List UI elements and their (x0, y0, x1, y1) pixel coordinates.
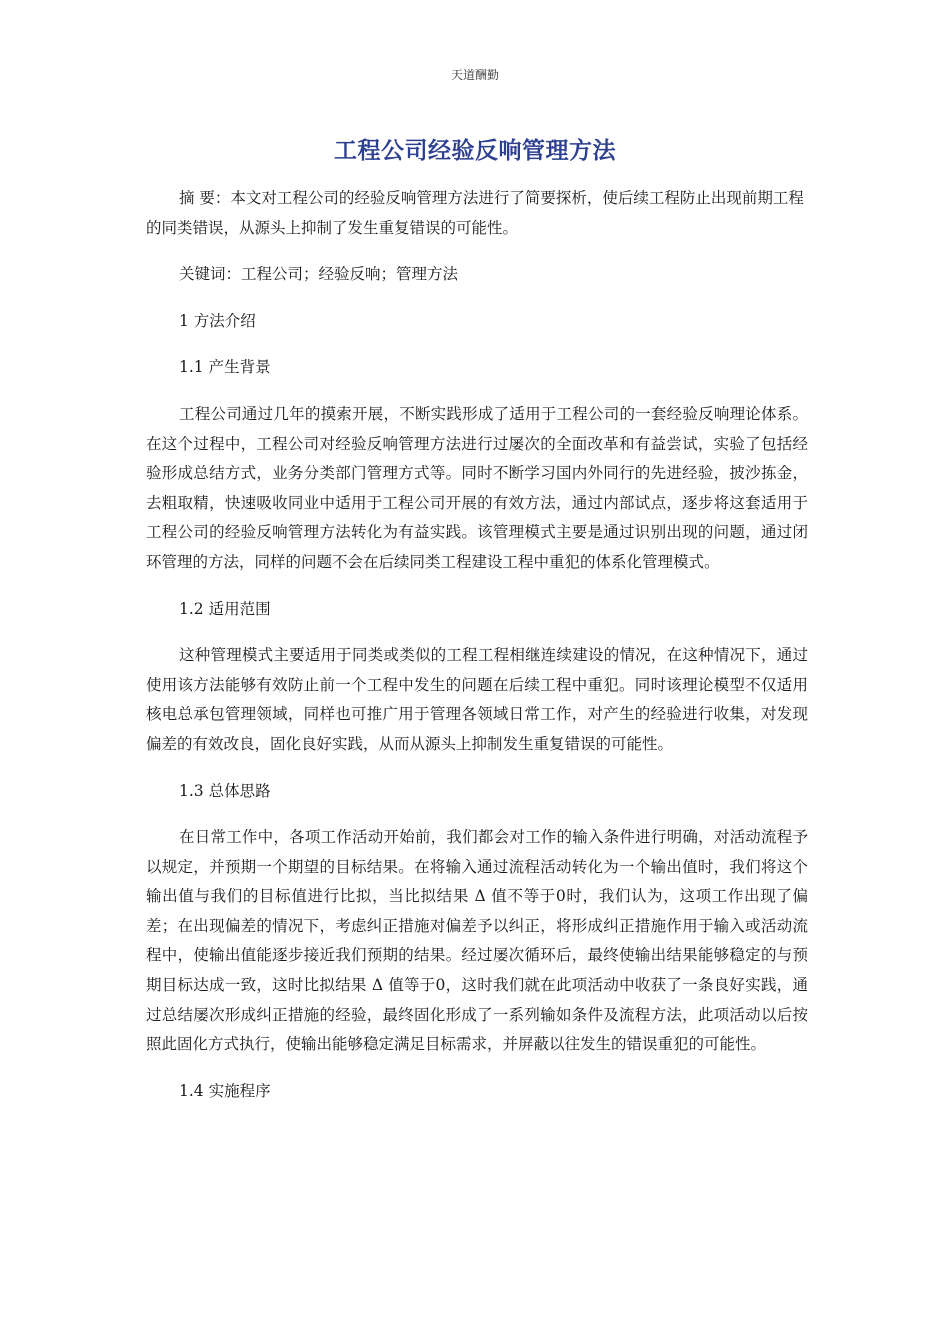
subsection-heading: 1.1 产生背景 (179, 358, 271, 377)
running-header: 天道酬勤 (450, 68, 499, 82)
document-title: 工程公司经验反响管理方法 (334, 138, 616, 164)
body-paragraph: 在日常工作中，各项工作活动开始前，我们都会对工作的输入条件进行明确，对活动流程予以规定，并预期一个期望的目标结果。在将输入通过流程活动转化为一个输出值时，我们将这个输出值与我们的目标值进行比拟，当比拟结果 Δ 值不等于0时，我们认为，这项工作出现了偏差；在出现偏差的情况下，考虑纠正措施对偏差予以纠正，将形成纠正措施作用于输入或活动流程中，使输出值能逐步接近我们预期的结果。经过屡次循环后，最终使输出结果能够稳定的与预期目标达成一致，这时比拟结果 Δ 值等于0，这时我们就在此项活动中收获了一条良好实践，通过总结屡次形成纠正措施的经验，最终固化形成了一系列输如条件及流程方法，此项活动以后按照此固化方式执行，使输出能够稳定满足目标需求，并屏蔽以往发生的错误重犯的可能性。 (146, 828, 808, 1054)
section-heading: 1 方法介绍 (179, 311, 256, 330)
keywords-line: 关键词：工程公司；经验反响；管理方法 (179, 265, 459, 284)
document-body (146, 184, 808, 1123)
body-paragraph: 工程公司通过几年的摸索开展，不断实践形成了适用于工程公司的一套经验反响理论体系。在这个过程中，工程公司对经验反响管理方法进行过屡次的全面改革和有益尝试，实验了包括经验形成总结方式，业务分类部门管理方式等。同时不断学习国内外同行的先进经验，披沙拣金，去粗取精，快速吸收同业中适用于工程公司开展的有效方法，通过内部试点，逐步将这套适用于工程公司的经验反响管理方法转化为有益实践。该管理模式主要是通过识别出现的问题，通过闭环管理的方法，同样的问题不会在后续同类工程建设工程中重犯的体系化管理模式。 (146, 404, 808, 571)
abstract-paragraph: 摘 要：本文对工程公司的经验反响管理方法进行了简要探析，使后续工程防止出现前期工程的同类错误，从源头上抑制了发生重复错误的可能性。 (146, 189, 804, 237)
subsection-heading: 1.4 实施程序 (179, 1081, 271, 1100)
body-paragraph: 这种管理模式主要适用于同类或类似的工程工程相继连续建设的情况，在这种情况下，通过使用该方法能够有效防止前一个工程中发生的问题在后续工程中重犯。同时该理论模型不仅适用核电总承包管理领域，同样也可推广用于管理各领域日常工作，对产生的经验进行收集，对发现偏差的有效改良，固化良好实践，从而从源头上抑制发生重复错误的可能性。 (146, 646, 808, 753)
subsection-heading: 1.3 总体思路 (179, 781, 271, 800)
subsection-heading: 1.2 适用范围 (179, 599, 271, 618)
